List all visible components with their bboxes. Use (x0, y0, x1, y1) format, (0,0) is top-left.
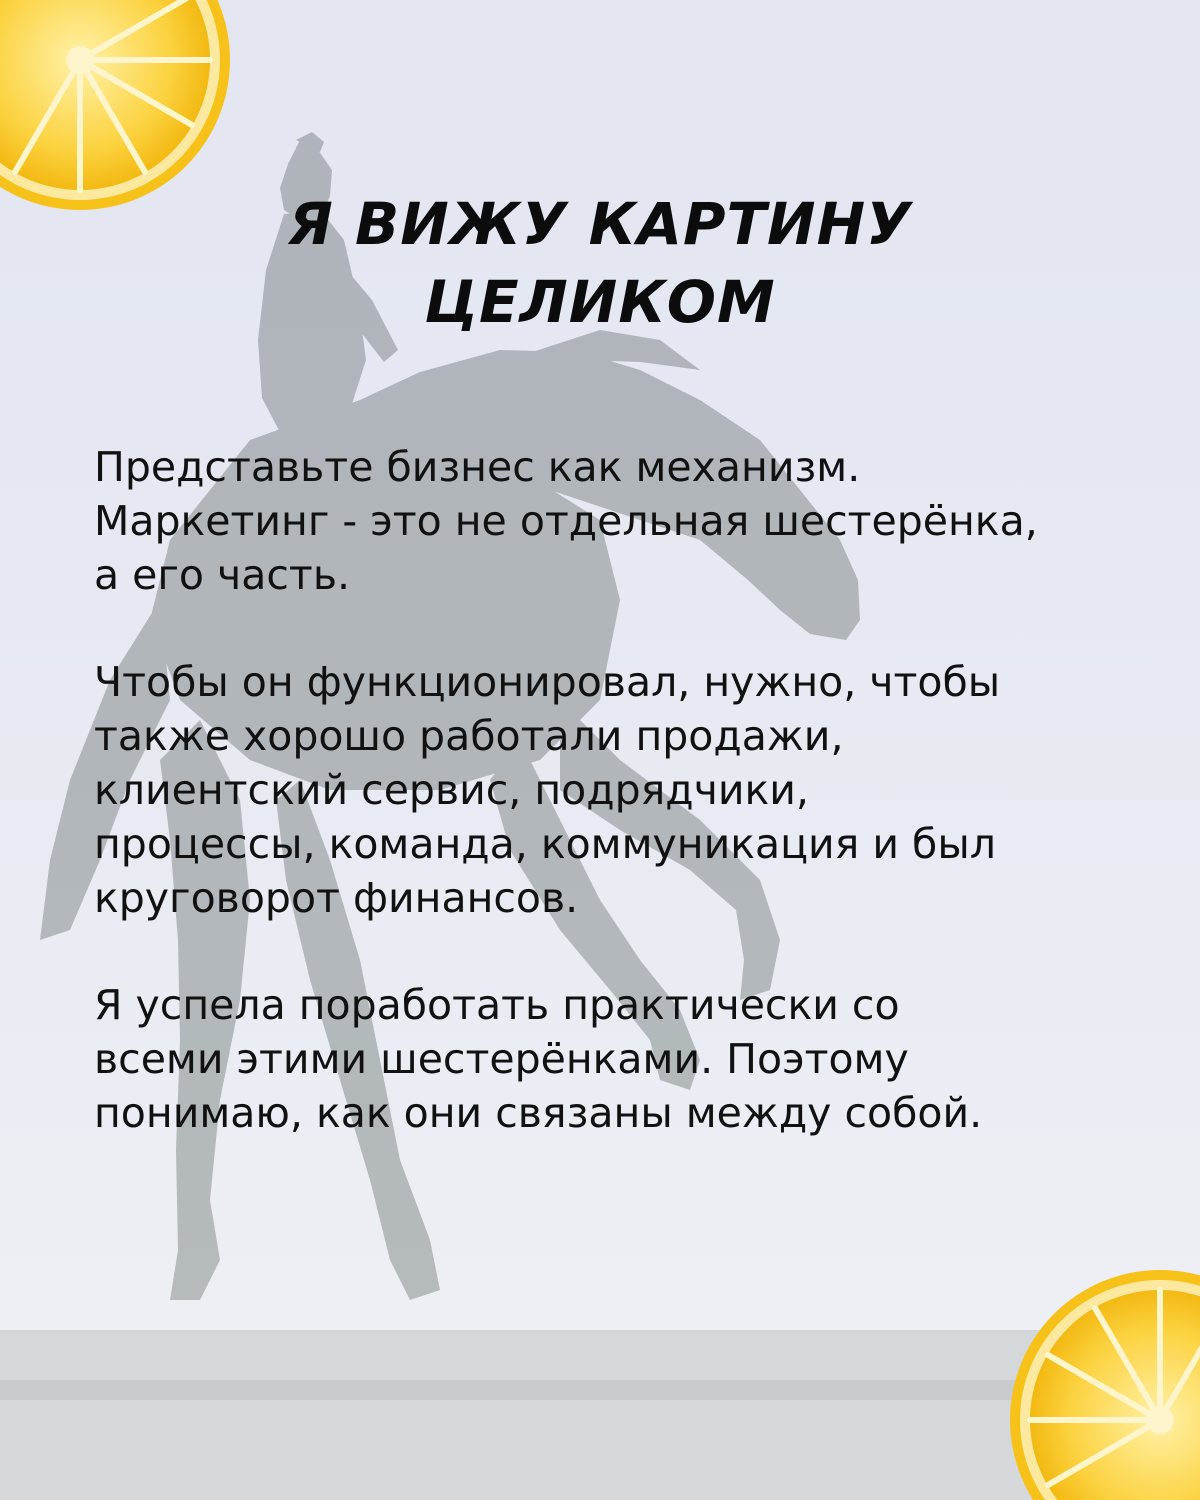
slide-title-line: ЦЕЛИКОМ (424, 268, 776, 336)
text-line: также хорошо работали продажи, (94, 712, 844, 760)
text-line: Чтобы он функционировал, нужно, чтобы (94, 658, 1001, 706)
text-line: Представьте бизнес как механизм. (94, 443, 861, 491)
slide-title-line: Я ВИЖУ КАРТИНУ (288, 190, 912, 258)
text-line: понимаю, как они связаны между собой. (94, 1089, 983, 1137)
text-line: всеми этими шестерёнками. Поэтому (94, 1035, 909, 1083)
slide-title (150, 185, 1050, 341)
paragraph (94, 440, 1134, 602)
paragraph (94, 978, 1134, 1140)
text-line: круговорот финансов. (94, 874, 579, 922)
text-line: процессы, команда, коммуникация и был (94, 820, 996, 868)
text-line: а его часть. (94, 551, 351, 599)
slide-body (94, 440, 1134, 1193)
text-line: Я успела поработать практически со (94, 981, 900, 1029)
lemon-slice-icon (990, 1270, 1200, 1500)
text-line: клиентский сервис, подрядчики, (94, 766, 809, 814)
paragraph (94, 655, 1134, 925)
text-line: Маркетинг - это не отдельная шестерёнка, (94, 497, 1038, 545)
